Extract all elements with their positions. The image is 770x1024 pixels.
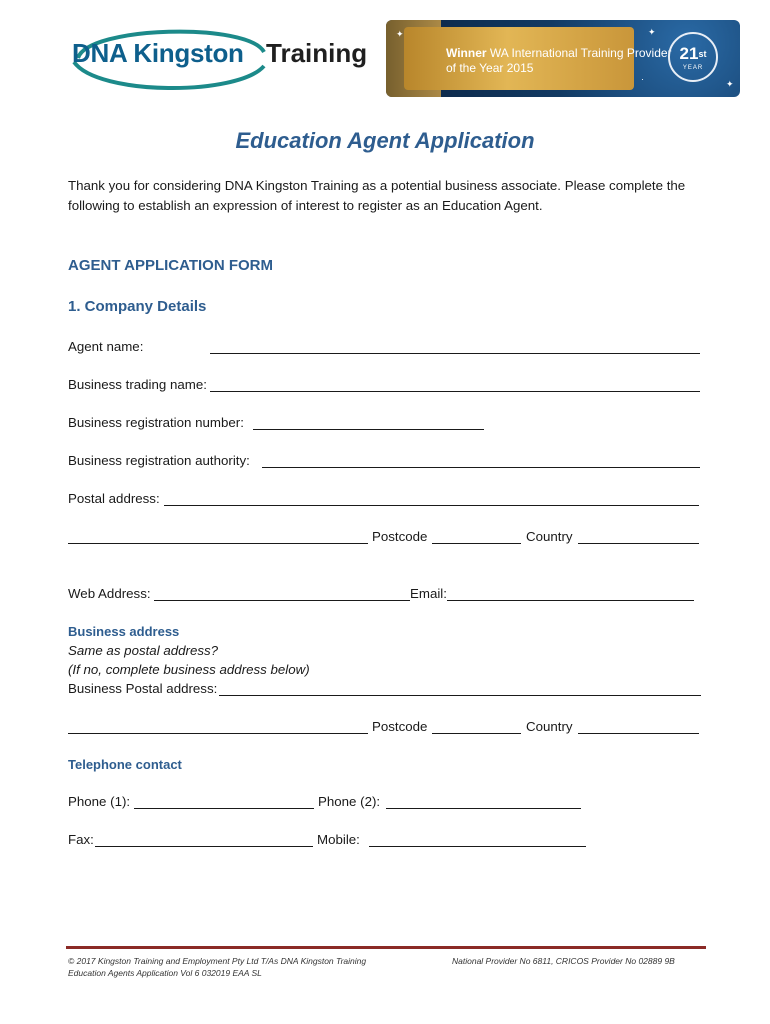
company-details-heading: 1. Company Details: [68, 298, 207, 315]
email-field[interactable]: [447, 600, 694, 601]
anniversary-badge: [668, 32, 718, 82]
postal-address-label: Postal address:: [68, 491, 160, 506]
same-as-postal-question: Same as postal address?: [68, 643, 219, 658]
country-label: Country: [526, 529, 573, 544]
reg-authority-field[interactable]: [262, 467, 700, 468]
agent-name-label: Agent name:: [68, 339, 144, 354]
badge-word: YEAR: [682, 65, 704, 71]
form-heading: AGENT APPLICATION FORM: [68, 257, 273, 274]
postal-address-field[interactable]: [164, 505, 699, 506]
reg-authority-label: Business registration authority:: [68, 453, 250, 468]
postcode-field[interactable]: [432, 543, 521, 544]
business-postal-field[interactable]: [219, 695, 701, 696]
mobile-label: Mobile:: [317, 832, 360, 847]
footer-divider: [66, 946, 706, 949]
business-country-field[interactable]: [578, 733, 699, 734]
agent-name-field[interactable]: [210, 353, 700, 354]
footer-doc-version: Education Agents Application Vol 6 032019 EAA SL: [68, 968, 262, 978]
banner-winner: Winner: [446, 46, 487, 60]
logo-main-text: DNA Kingston: [72, 38, 244, 68]
telephone-heading: Telephone contact: [68, 757, 182, 772]
phone2-field[interactable]: [386, 808, 581, 809]
page-title: Education Agent Application: [235, 128, 535, 153]
business-address-line2-field[interactable]: [68, 733, 368, 734]
postcode-label: Postcode: [372, 529, 428, 544]
fax-field[interactable]: [95, 846, 313, 847]
badge-suffix: st: [698, 49, 707, 59]
business-postcode-field[interactable]: [432, 733, 521, 734]
sparkle-icon: ·: [641, 74, 644, 84]
footer-copyright: © 2017 Kingston Training and Employment Pty Ltd T/As DNA Kingston Training: [68, 956, 367, 966]
phone1-label: Phone (1):: [68, 794, 131, 809]
business-address-heading: Business address: [68, 624, 180, 639]
if-no-instruction: (If no, complete business address below): [68, 662, 310, 677]
phone1-field[interactable]: [134, 808, 314, 809]
banner-award: WA International Training Provider: [486, 46, 672, 60]
trading-name-field[interactable]: [210, 391, 700, 392]
web-address-field[interactable]: [154, 600, 410, 601]
postal-address-line2-field[interactable]: [68, 543, 368, 544]
web-address-label: Web Address:: [68, 586, 151, 601]
mobile-field[interactable]: [369, 846, 586, 847]
business-postcode-label: Postcode: [372, 719, 428, 734]
trading-name-label: Business trading name:: [68, 377, 207, 392]
business-postal-label: Business Postal address:: [68, 681, 218, 696]
banner-year: of the Year 2015: [446, 61, 534, 75]
company-logo: [68, 22, 378, 94]
intro-paragraph: Thank you for considering DNA Kingston Training as a potential business associate. Please complete the following to establish an expression of interest to register as an Education Agent.: [68, 178, 686, 213]
fax-label: Fax:: [68, 832, 94, 847]
sparkle-icon: ✦: [726, 79, 734, 89]
reg-number-label: Business registration number:: [68, 415, 244, 430]
logo-sub-text: Training: [266, 38, 368, 68]
badge-number: 21: [679, 44, 699, 63]
country-field[interactable]: [578, 543, 699, 544]
phone2-label: Phone (2):: [318, 794, 381, 809]
reg-number-field[interactable]: [253, 429, 484, 430]
footer-provider-numbers: National Provider No 6811, CRICOS Provider No 02889 9B: [452, 956, 675, 966]
award-banner: [386, 20, 740, 97]
sparkle-icon: ✦: [396, 29, 404, 39]
business-country-label: Country: [526, 719, 573, 734]
banner-text: [446, 46, 672, 76]
email-label: Email:: [410, 586, 447, 601]
sparkle-icon: ✦: [648, 27, 656, 37]
